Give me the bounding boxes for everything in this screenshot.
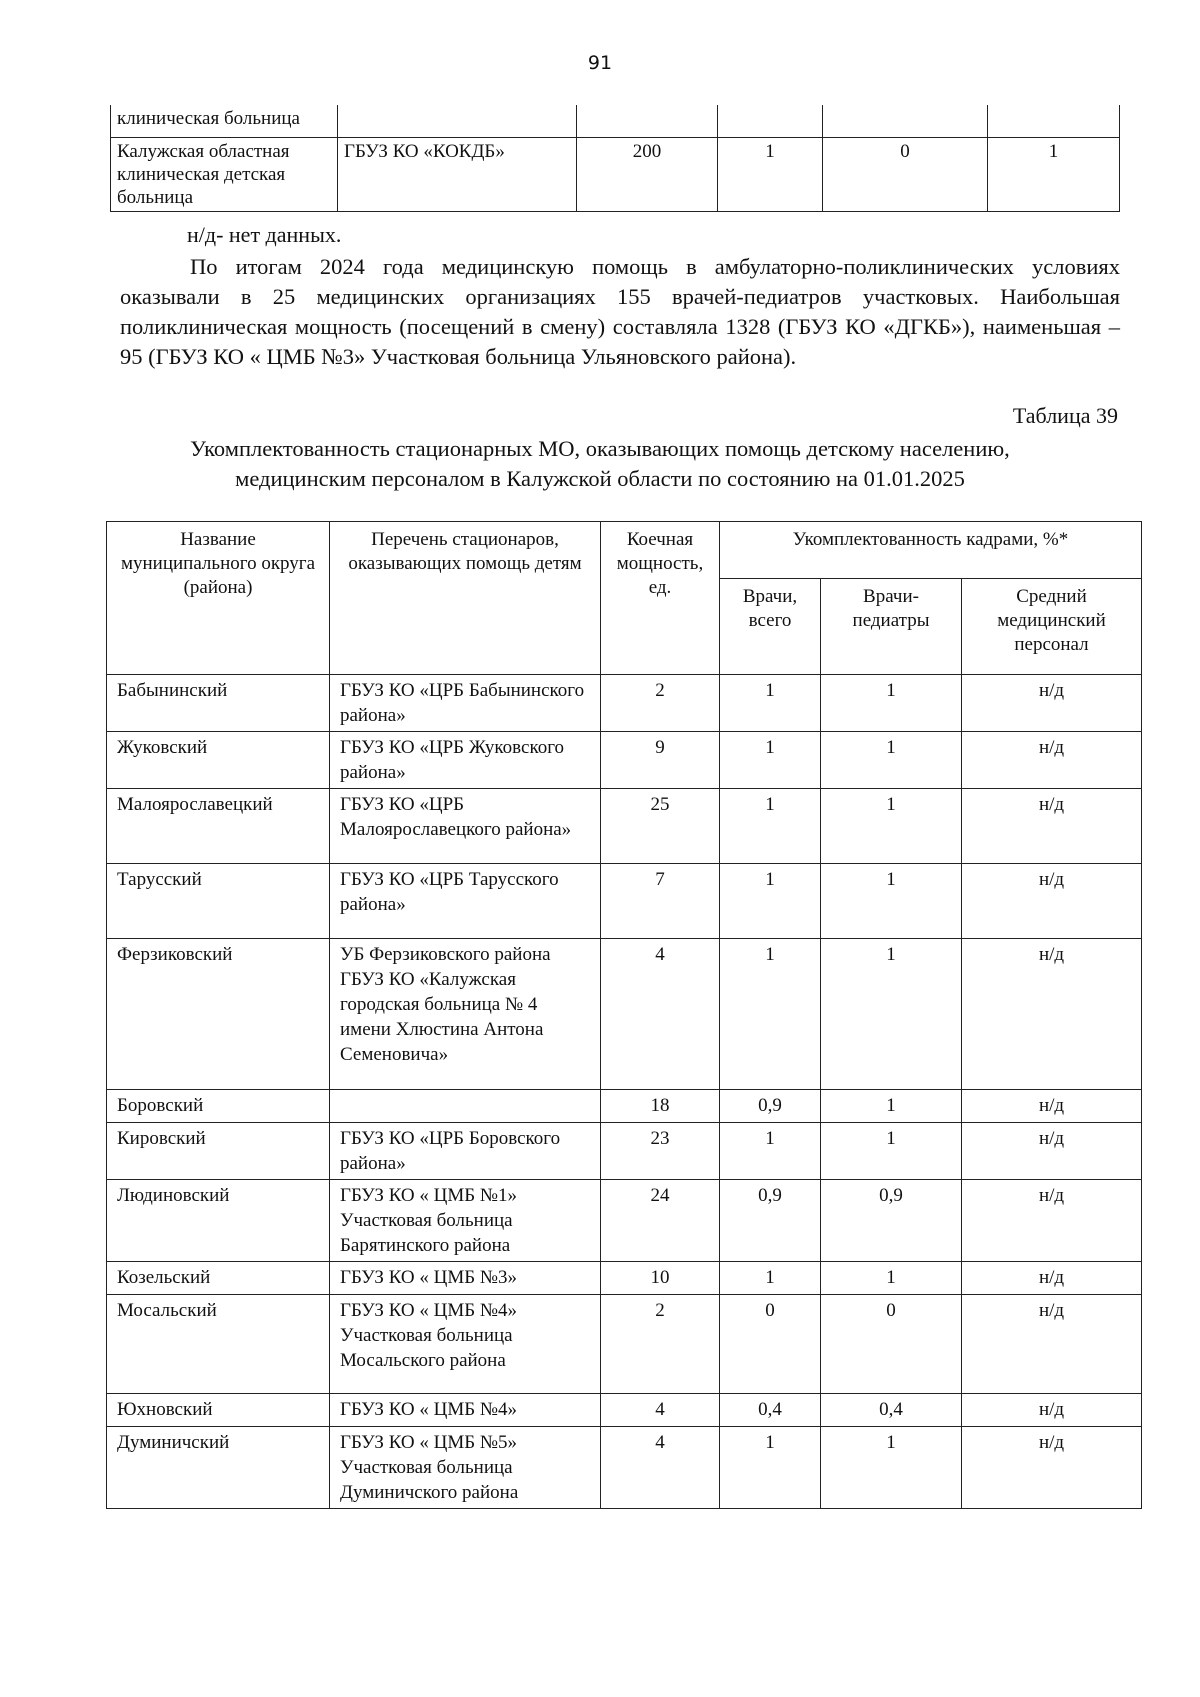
nurses-cell: н/д [962, 732, 1142, 789]
nurses-cell: н/д [962, 1295, 1142, 1394]
hospital-cell: ГБУЗ КО «ЦРБ Тарусского района» [330, 864, 601, 939]
district-cell: Бабынинский [107, 675, 330, 732]
pediatricians-cell: 1 [821, 864, 962, 939]
nurses-cell: н/д [962, 675, 1142, 732]
district-cell: Думиничский [107, 1427, 330, 1509]
beds-cell: 18 [601, 1090, 720, 1123]
table-header-row [107, 522, 1142, 579]
pediatricians-cell: 1 [821, 1262, 962, 1295]
table-row [107, 1427, 1142, 1509]
doctors-cell: 0 [720, 1295, 821, 1394]
district-cell: Тарусский [107, 864, 330, 939]
header-pediatricians: Врачи-педиатры [821, 579, 962, 675]
body-paragraph [120, 252, 1120, 372]
doctors-cell: 1 [720, 732, 821, 789]
beds-cell: 7 [601, 864, 720, 939]
district-cell: Боровский [107, 1090, 330, 1123]
district-cell: Людиновский [107, 1180, 330, 1262]
hospital-cell: ГБУЗ КО « ЦМБ №5» Участковая больница Думиничского района [330, 1427, 601, 1509]
pediatricians-cell: 1 [821, 789, 962, 864]
table-cell [988, 105, 1120, 138]
table-row [107, 1295, 1142, 1394]
pediatricians-cell: 0 [821, 1295, 962, 1394]
doctors-cell: 1 [720, 789, 821, 864]
hospital-cell: ГБУЗ КО «ЦРБ Малоярославецкого района» [330, 789, 601, 864]
nurses-cell: н/д [962, 939, 1142, 1090]
doctors-cell: 0,4 [720, 1394, 821, 1427]
header-district: Название муниципального округа (района) [107, 522, 330, 675]
table-row [107, 1262, 1142, 1295]
nurses-cell: н/д [962, 1262, 1142, 1295]
page-number: 91 [587, 52, 613, 74]
doctors-cell: 1 [720, 1123, 821, 1180]
doctors-cell: 0,9 [720, 1180, 821, 1262]
nurses-cell: н/д [962, 1427, 1142, 1509]
table-body [107, 675, 1142, 1509]
header-beds: Коечная мощность, ед. [601, 522, 720, 675]
note-no-data: н/д- нет данных. [187, 222, 342, 247]
nurses-cell: н/д [962, 1123, 1142, 1180]
table-cell: 1 [988, 138, 1120, 212]
table-row [107, 1123, 1142, 1180]
hospital-cell: ГБУЗ КО « ЦМБ №3» [330, 1262, 601, 1295]
nurses-cell: н/д [962, 1090, 1142, 1123]
pediatricians-cell: 0,9 [821, 1180, 962, 1262]
table-row [107, 1180, 1142, 1262]
hospital-cell: ГБУЗ КО «ЦРБ Жуковского района» [330, 732, 601, 789]
pediatricians-cell: 1 [821, 732, 962, 789]
nurses-cell: н/д [962, 789, 1142, 864]
beds-cell: 2 [601, 1295, 720, 1394]
hospital-cell: ГБУЗ КО « ЦМБ №4» [330, 1394, 601, 1427]
table-label: Таблица 39 [1012, 403, 1118, 428]
table-row [111, 138, 1120, 212]
table-row [111, 105, 1120, 138]
beds-cell: 23 [601, 1123, 720, 1180]
pediatricians-cell: 1 [821, 675, 962, 732]
district-cell: Кировский [107, 1123, 330, 1180]
nurses-cell: н/д [962, 864, 1142, 939]
table-cell [577, 105, 718, 138]
beds-cell: 4 [601, 1427, 720, 1509]
header-doctors-total: Врачи, всего [720, 579, 821, 675]
table-cell: 0 [823, 138, 988, 212]
table-cell: 200 [577, 138, 718, 212]
table-cell: клиническая больница [111, 105, 338, 138]
district-cell: Юхновский [107, 1394, 330, 1427]
hospital-cell [330, 1090, 601, 1123]
pediatricians-cell: 1 [821, 939, 962, 1090]
table-row [107, 1394, 1142, 1427]
nurses-cell: н/д [962, 1394, 1142, 1427]
hospital-cell: ГБУЗ КО «ЦРБ Бабынинского района» [330, 675, 601, 732]
table-title-line: медицинским персоналом в Калужской области по состоянию на 01.01.2025 [235, 466, 965, 491]
beds-cell: 24 [601, 1180, 720, 1262]
doctors-cell: 1 [720, 1262, 821, 1295]
table-row [107, 789, 1142, 864]
doctors-cell: 1 [720, 675, 821, 732]
table-cell [718, 105, 823, 138]
pediatricians-cell: 1 [821, 1090, 962, 1123]
table-row [107, 1090, 1142, 1123]
doctors-cell: 1 [720, 939, 821, 1090]
doctors-cell: 1 [720, 864, 821, 939]
hospital-cell: ГБУЗ КО «ЦРБ Боровского района» [330, 1123, 601, 1180]
district-cell: Мосальский [107, 1295, 330, 1394]
doctors-cell: 1 [720, 1427, 821, 1509]
pediatricians-cell: 1 [821, 1427, 962, 1509]
paragraph-text: По итогам 2024 года медицинскую помощь в амбулаторно-поликлинических условиях оказывали в 25 медицинских организациях 155 врачей-педиатров участковых. Наибольшая поликлиническая мощность (посещений в смену) составляла 1328 (ГБУЗ КО «ДГКБ»), наименьшая – 95 (ГБУЗ КО « ЦМБ №3» Участковая больница Ульяновского района). [120, 254, 1120, 369]
hospital-cell: УБ Ферзиковского района ГБУЗ КО «Калужская городская больница № 4 имени Хлюстина Антона Семеновича» [330, 939, 601, 1090]
doctors-cell: 0,9 [720, 1090, 821, 1123]
pediatricians-cell: 1 [821, 1123, 962, 1180]
table-title-line: Укомплектованность стационарных МО, оказывающих помощь детскому населению, [190, 436, 1010, 461]
hospital-cell: ГБУЗ КО « ЦМБ №4» Участковая больница Мосальского района [330, 1295, 601, 1394]
district-cell: Ферзиковский [107, 939, 330, 1090]
pediatricians-cell: 0,4 [821, 1394, 962, 1427]
table-row [107, 675, 1142, 732]
nurses-cell: н/д [962, 1180, 1142, 1262]
continuation-table [110, 105, 1120, 212]
table-cell [823, 105, 988, 138]
table-row [107, 939, 1142, 1090]
beds-cell: 10 [601, 1262, 720, 1295]
table-cell: ГБУЗ КО «КОКДБ» [338, 138, 577, 212]
beds-cell: 2 [601, 675, 720, 732]
table-cell [338, 105, 577, 138]
district-cell: Малоярославецкий [107, 789, 330, 864]
table-cell: Калужская областная клиническая детская больница [111, 138, 338, 212]
beds-cell: 4 [601, 1394, 720, 1427]
table-title [0, 434, 1200, 494]
staffing-table [106, 521, 1142, 1509]
header-hospitals: Перечень стационаров, оказывающих помощь детям [330, 522, 601, 675]
beds-cell: 9 [601, 732, 720, 789]
beds-cell: 25 [601, 789, 720, 864]
hospital-cell: ГБУЗ КО « ЦМБ №1» Участковая больница Барятинского района [330, 1180, 601, 1262]
table-row [107, 732, 1142, 789]
district-cell: Козельский [107, 1262, 330, 1295]
table-cell: 1 [718, 138, 823, 212]
beds-cell: 4 [601, 939, 720, 1090]
header-staffing: Укомплектованность кадрами, %* [720, 522, 1142, 579]
district-cell: Жуковский [107, 732, 330, 789]
header-nurses: Средний медицинский персонал [962, 579, 1142, 675]
table-row [107, 864, 1142, 939]
